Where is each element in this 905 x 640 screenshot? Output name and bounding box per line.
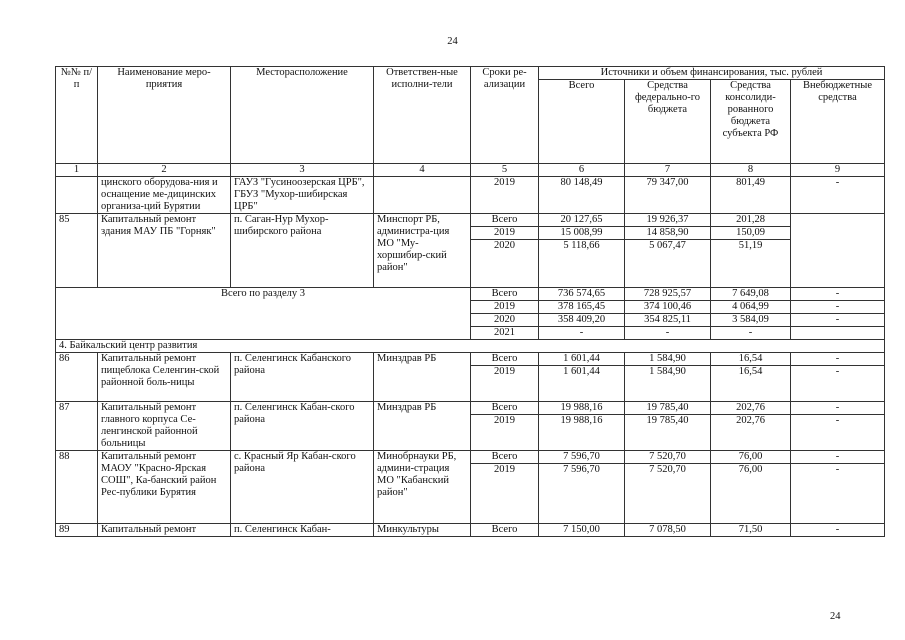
cell-federal: - — [625, 327, 711, 340]
cell-location: п. Селенгинск Кабан-ского района — [231, 402, 374, 451]
cell-total: 378 165,45 — [539, 301, 625, 314]
col-number: 8 — [711, 164, 791, 177]
col-number: 7 — [625, 164, 711, 177]
table-row-86 — [56, 353, 885, 366]
cell-total: 736 574,65 — [539, 288, 625, 301]
cell-offbudget: - — [791, 464, 885, 524]
cell-regional: 16,54 — [711, 353, 791, 366]
cell-regional: 76,00 — [711, 464, 791, 524]
cell-federal: 7 078,50 — [625, 524, 711, 537]
section-total-row — [56, 288, 885, 301]
cell-offbudget: - — [791, 415, 885, 451]
cell-offbudget: - — [791, 524, 885, 537]
cell-num: 85 — [56, 214, 98, 288]
col-number: 1 — [56, 164, 98, 177]
table-row-88 — [56, 451, 885, 464]
cell-name: Капитальный ремонт здания МАУ ПБ "Горняк" — [98, 214, 231, 288]
cell-regional: 202,76 — [711, 402, 791, 415]
cell-federal: 14 858,90 — [625, 227, 711, 240]
cell-total: 20 127,65 — [539, 214, 625, 227]
cell-federal: 1 584,90 — [625, 353, 711, 366]
section-title: 4. Байкальский центр развития — [56, 340, 885, 353]
cell-period: 2019 — [471, 366, 539, 402]
cell-regional: 801,49 — [711, 177, 791, 214]
cell-total: 5 118,66 — [539, 240, 625, 288]
column-number-row — [56, 164, 885, 177]
cell-num: 86 — [56, 353, 98, 402]
header-location: Месторасположение — [231, 67, 374, 164]
header-offbudget: Внебюджетные средства — [791, 80, 885, 164]
cell-name: Капитальный ремонт МАОУ "Красно-Ярская СОШ", Ка-банский район Рес-публики Бурятия — [98, 451, 231, 524]
cell-responsible: Минздрав РБ — [374, 353, 471, 402]
cell-period: Всего — [471, 353, 539, 366]
cell-name: Капитальный ремонт пищеблока Селенгин-ской районной боль-ницы — [98, 353, 231, 402]
cell-federal: 7 520,70 — [625, 451, 711, 464]
cell-regional: 202,76 — [711, 415, 791, 451]
header-sources: Источники и объем финансирования, тыс. рублей — [539, 67, 885, 80]
col-number: 5 — [471, 164, 539, 177]
cell-period: 2019 — [471, 301, 539, 314]
table-row-87 — [56, 402, 885, 415]
cell-offbudget: - — [791, 402, 885, 415]
header-total: Всего — [539, 80, 625, 164]
cell-period: Всего — [471, 402, 539, 415]
cell-period: Всего — [471, 214, 539, 227]
cell-regional: 16,54 — [711, 366, 791, 402]
cell-total: - — [539, 327, 625, 340]
cell-total: 7 150,00 — [539, 524, 625, 537]
cell-period: 2019 — [471, 177, 539, 214]
cell-name: Капитальный ремонт главного корпуса Се-ленгинской районной больницы — [98, 402, 231, 451]
cell-offbudget — [791, 214, 885, 288]
col-number: 9 — [791, 164, 885, 177]
cell-num — [56, 177, 98, 214]
cell-regional: - — [711, 327, 791, 340]
cell-num: 89 — [56, 524, 98, 537]
col-number: 2 — [98, 164, 231, 177]
table-row-continuation — [56, 177, 885, 214]
cell-federal: 19 926,37 — [625, 214, 711, 227]
header-responsible: Ответствен-ные исполни-тели — [374, 67, 471, 164]
cell-regional: 7 649,08 — [711, 288, 791, 301]
cell-offbudget: - — [791, 177, 885, 214]
cell-num: 88 — [56, 451, 98, 524]
cell-federal: 19 785,40 — [625, 415, 711, 451]
cell-total: 7 596,70 — [539, 464, 625, 524]
table-row-89 — [56, 524, 885, 537]
cell-period: Всего — [471, 288, 539, 301]
financing-table — [55, 66, 885, 537]
cell-period: 2019 — [471, 464, 539, 524]
cell-federal: 728 925,57 — [625, 288, 711, 301]
page-number-top: 24 — [447, 36, 458, 47]
cell-period: Всего — [471, 451, 539, 464]
cell-total: 358 409,20 — [539, 314, 625, 327]
cell-offbudget: - — [791, 366, 885, 402]
header-federal: Средства федерально-го бюджета — [625, 80, 711, 164]
cell-regional: 4 064,99 — [711, 301, 791, 314]
cell-offbudget — [791, 327, 885, 340]
cell-regional: 150,09 — [711, 227, 791, 240]
cell-federal: 354 825,11 — [625, 314, 711, 327]
cell-num: 87 — [56, 402, 98, 451]
header-num: №№ п/п — [56, 67, 98, 164]
cell-federal: 5 067,47 — [625, 240, 711, 288]
cell-period: 2019 — [471, 227, 539, 240]
table-row-85 — [56, 214, 885, 227]
cell-total: 19 988,16 — [539, 402, 625, 415]
cell-offbudget: - — [791, 288, 885, 301]
cell-period: 2019 — [471, 415, 539, 451]
cell-responsible: Минздрав РБ — [374, 402, 471, 451]
cell-regional: 76,00 — [711, 451, 791, 464]
cell-location: п. Селенгинск Кабанского района — [231, 353, 374, 402]
cell-offbudget: - — [791, 301, 885, 314]
cell-regional: 71,50 — [711, 524, 791, 537]
page-number-bottom: 24 — [830, 611, 841, 622]
cell-regional: 201,28 — [711, 214, 791, 227]
cell-offbudget: - — [791, 353, 885, 366]
cell-period: 2020 — [471, 240, 539, 288]
cell-offbudget: - — [791, 451, 885, 464]
col-number: 4 — [374, 164, 471, 177]
cell-responsible: Минспорт РБ, администра-ция МО "Му-хоршибир-ский район" — [374, 214, 471, 288]
cell-federal: 374 100,46 — [625, 301, 711, 314]
cell-responsible: Минобрнауки РБ, админи-страция МО "Кабанский район" — [374, 451, 471, 524]
cell-period: 2021 — [471, 327, 539, 340]
cell-total: 15 008,99 — [539, 227, 625, 240]
cell-period: 2020 — [471, 314, 539, 327]
cell-offbudget: - — [791, 314, 885, 327]
cell-name: Капитальный ремонт — [98, 524, 231, 537]
cell-location: с. Красный Яр Кабан-ского района — [231, 451, 374, 524]
cell-location: п. Селенгинск Кабан- — [231, 524, 374, 537]
cell-federal: 19 785,40 — [625, 402, 711, 415]
header-regional: Средства консолиди-рованного бюджета субъекта РФ — [711, 80, 791, 164]
cell-location: п. Саган-Нур Мухор-шибирского района — [231, 214, 374, 288]
cell-total: 19 988,16 — [539, 415, 625, 451]
cell-federal: 7 520,70 — [625, 464, 711, 524]
cell-total: 1 601,44 — [539, 353, 625, 366]
col-number: 6 — [539, 164, 625, 177]
cell-period: Всего — [471, 524, 539, 537]
cell-regional: 51,19 — [711, 240, 791, 288]
cell-federal: 79 347,00 — [625, 177, 711, 214]
cell-name: цинского оборудова-ния и оснащение ме-дицинских организа-ций Бурятии — [98, 177, 231, 214]
cell-responsible: Минкультуры — [374, 524, 471, 537]
cell-total: 1 601,44 — [539, 366, 625, 402]
col-number: 3 — [231, 164, 374, 177]
header-name: Наименование меро-приятия — [98, 67, 231, 164]
header-period: Сроки ре-ализации — [471, 67, 539, 164]
header-row-1 — [56, 67, 885, 80]
section-total-label: Всего по разделу 3 — [56, 288, 471, 340]
cell-total: 80 148,49 — [539, 177, 625, 214]
cell-total: 7 596,70 — [539, 451, 625, 464]
section-title-row — [56, 340, 885, 353]
cell-responsible — [374, 177, 471, 214]
cell-regional: 3 584,09 — [711, 314, 791, 327]
cell-location: ГАУЗ "Гусиноозерская ЦРБ", ГБУЗ "Мухор-шибирская ЦРБ" — [231, 177, 374, 214]
cell-federal: 1 584,90 — [625, 366, 711, 402]
